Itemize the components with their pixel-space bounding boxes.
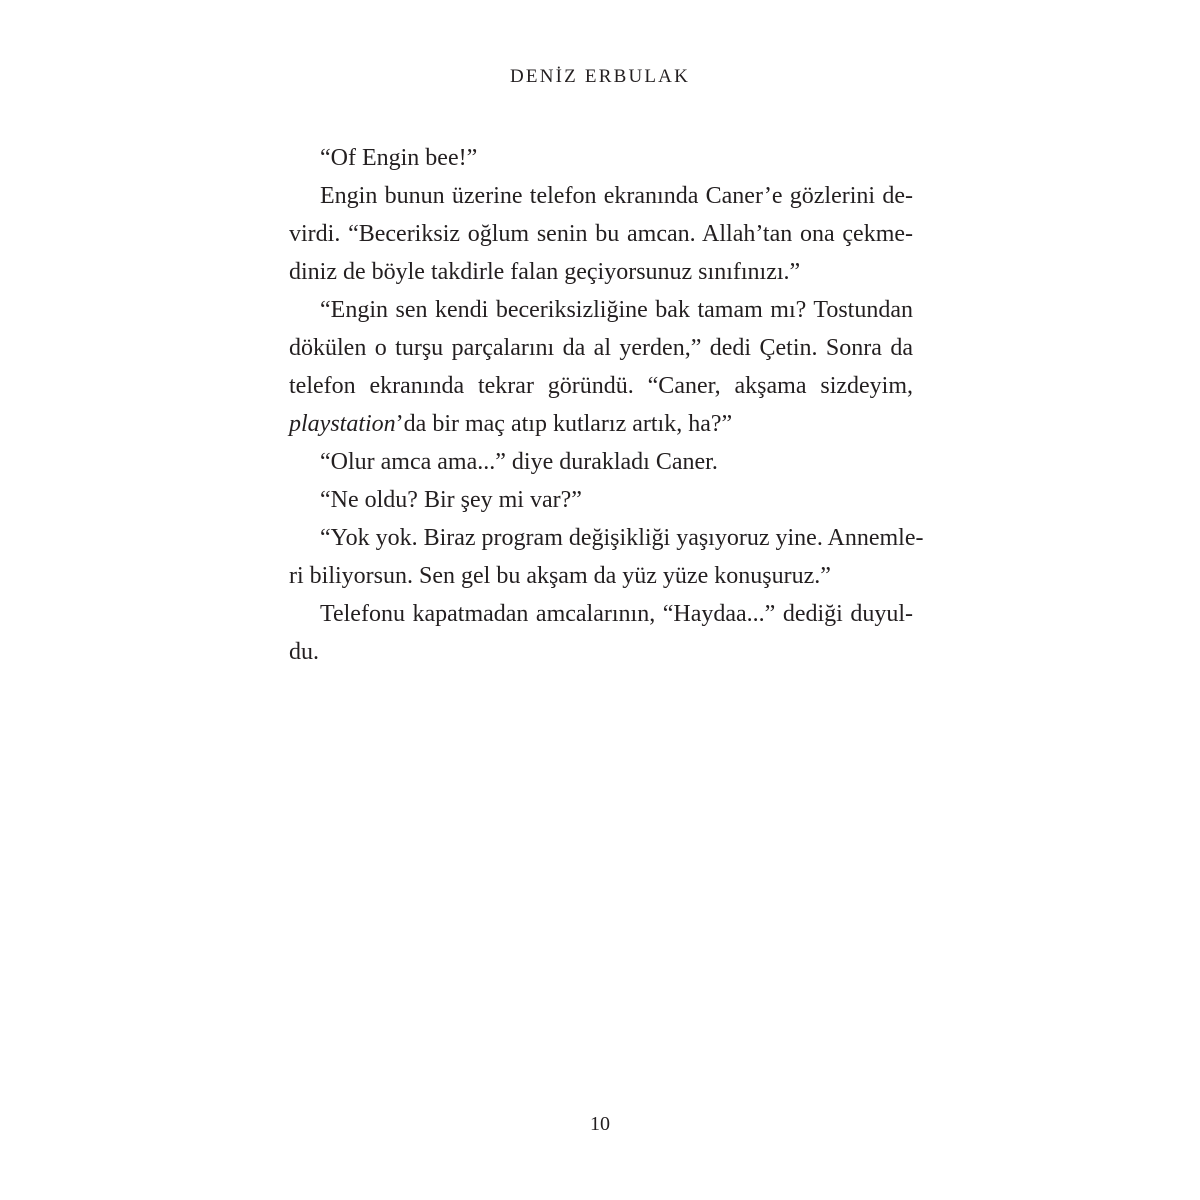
text-line: virdi. “Beceriksiz oğlum senin bu amcan. Allah’tan ona çekme- xyxy=(289,221,913,247)
body-text xyxy=(289,139,924,671)
italic-term: playstation xyxy=(289,411,396,437)
text-line: Engin bunun üzerine telefon ekranında Caner’e gözlerini de- xyxy=(320,183,913,209)
text-line: Telefonu kapatmadan amcalarının, “Haydaa...” dediği duyul- xyxy=(320,601,913,627)
text-line: “Yok yok. Biraz program değişikliği yaşıyoruz yine. Annemle- xyxy=(320,525,924,551)
text-line: du. xyxy=(289,639,319,665)
text-line: “Ne oldu? Bir şey mi var?” xyxy=(320,487,582,513)
text-line: ri biliyorsun. Sen gel bu akşam da yüz yüze konuşuruz.” xyxy=(289,563,831,589)
text-line: “Of Engin bee!” xyxy=(320,145,478,171)
text-line: dökülen o turşu parçalarını da al yerden,” dedi Çetin. Sonra da xyxy=(289,335,913,361)
text-line: playstation’da bir maç atıp kutlarız artık, ha?” xyxy=(289,411,733,437)
text-line: diniz de böyle takdirle falan geçiyorsunuz sınıfınızı.” xyxy=(289,259,801,285)
text-line: “Engin sen kendi beceriksizliğine bak tamam mı? Tostundan xyxy=(320,297,913,323)
page-number: 10 xyxy=(590,1113,610,1135)
text-line: telefon ekranında tekrar göründü. “Caner, akşama sizdeyim, xyxy=(289,373,913,399)
running-head-author: DENİZ ERBULAK xyxy=(509,66,691,87)
text-line: “Olur amca ama...” diye durakladı Caner. xyxy=(320,449,718,475)
